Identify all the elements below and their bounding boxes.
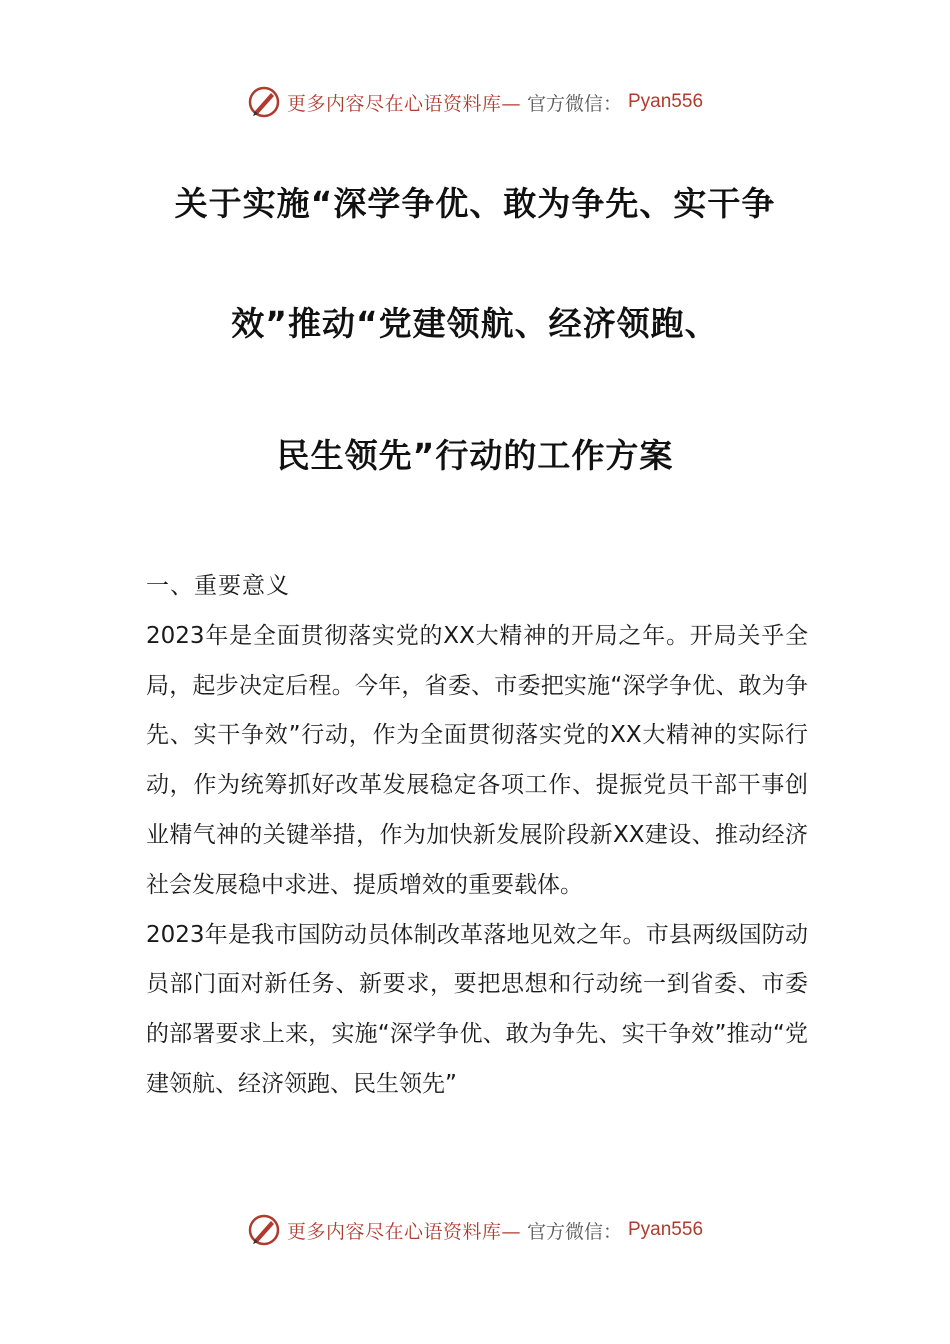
document-title-line-1: 关于实施“深学争优、敢为争先、实干争 — [174, 184, 776, 223]
watermark-text: 更多内容尽在心语资料库— — [286, 92, 521, 115]
watermark-wechat-id: Pyan556 — [628, 1219, 704, 1240]
watermark-wechat-label: 官方微信： — [526, 1220, 622, 1243]
document-body — [146, 562, 808, 1110]
watermark-wechat-label: 官方微信： — [526, 92, 622, 115]
document-title-line-2: 效”推动“党建领航、经济领跑、 — [231, 304, 719, 343]
watermark-text: 更多内容尽在心语资料库— — [286, 1220, 521, 1243]
watermark-banner-top — [0, 82, 950, 122]
document-title-line-3: 民生领先”行动的工作方案 — [276, 436, 674, 475]
paragraph: 2023年是全面贯彻落实党的XX大精神的开局之年。开局关乎全局，起步决定后程。今年，省委、市委把实施“深学争优、敢为争先、实干争效”行动，作为全面贯彻落实党的XX大精神的实际行动，作为统筹抓好改革发展稳定各项工作、提振党员干部干事创业精气神的关键举措，作为加快新发展阶段新XX建设、推动经济社会发展稳中求进、提质增效的重要载体。 — [146, 622, 808, 898]
section-heading: 一、重要意义 — [146, 573, 290, 599]
watermark-banner-bottom — [0, 1210, 950, 1250]
watermark-wechat-id: Pyan556 — [628, 91, 704, 112]
pen-logo-icon — [247, 85, 281, 119]
pen-logo-icon — [247, 1213, 281, 1247]
paragraph: 2023年是我市国防动员体制改革落地见效之年。市县两级国防动员部门面对新任务、新要求，要把思想和行动统一到省委、市委的部署要求上来，实施“深学争优、敢为争先、实干争效”推动“党建领航、经济领跑、民生领先” — [146, 921, 808, 1097]
